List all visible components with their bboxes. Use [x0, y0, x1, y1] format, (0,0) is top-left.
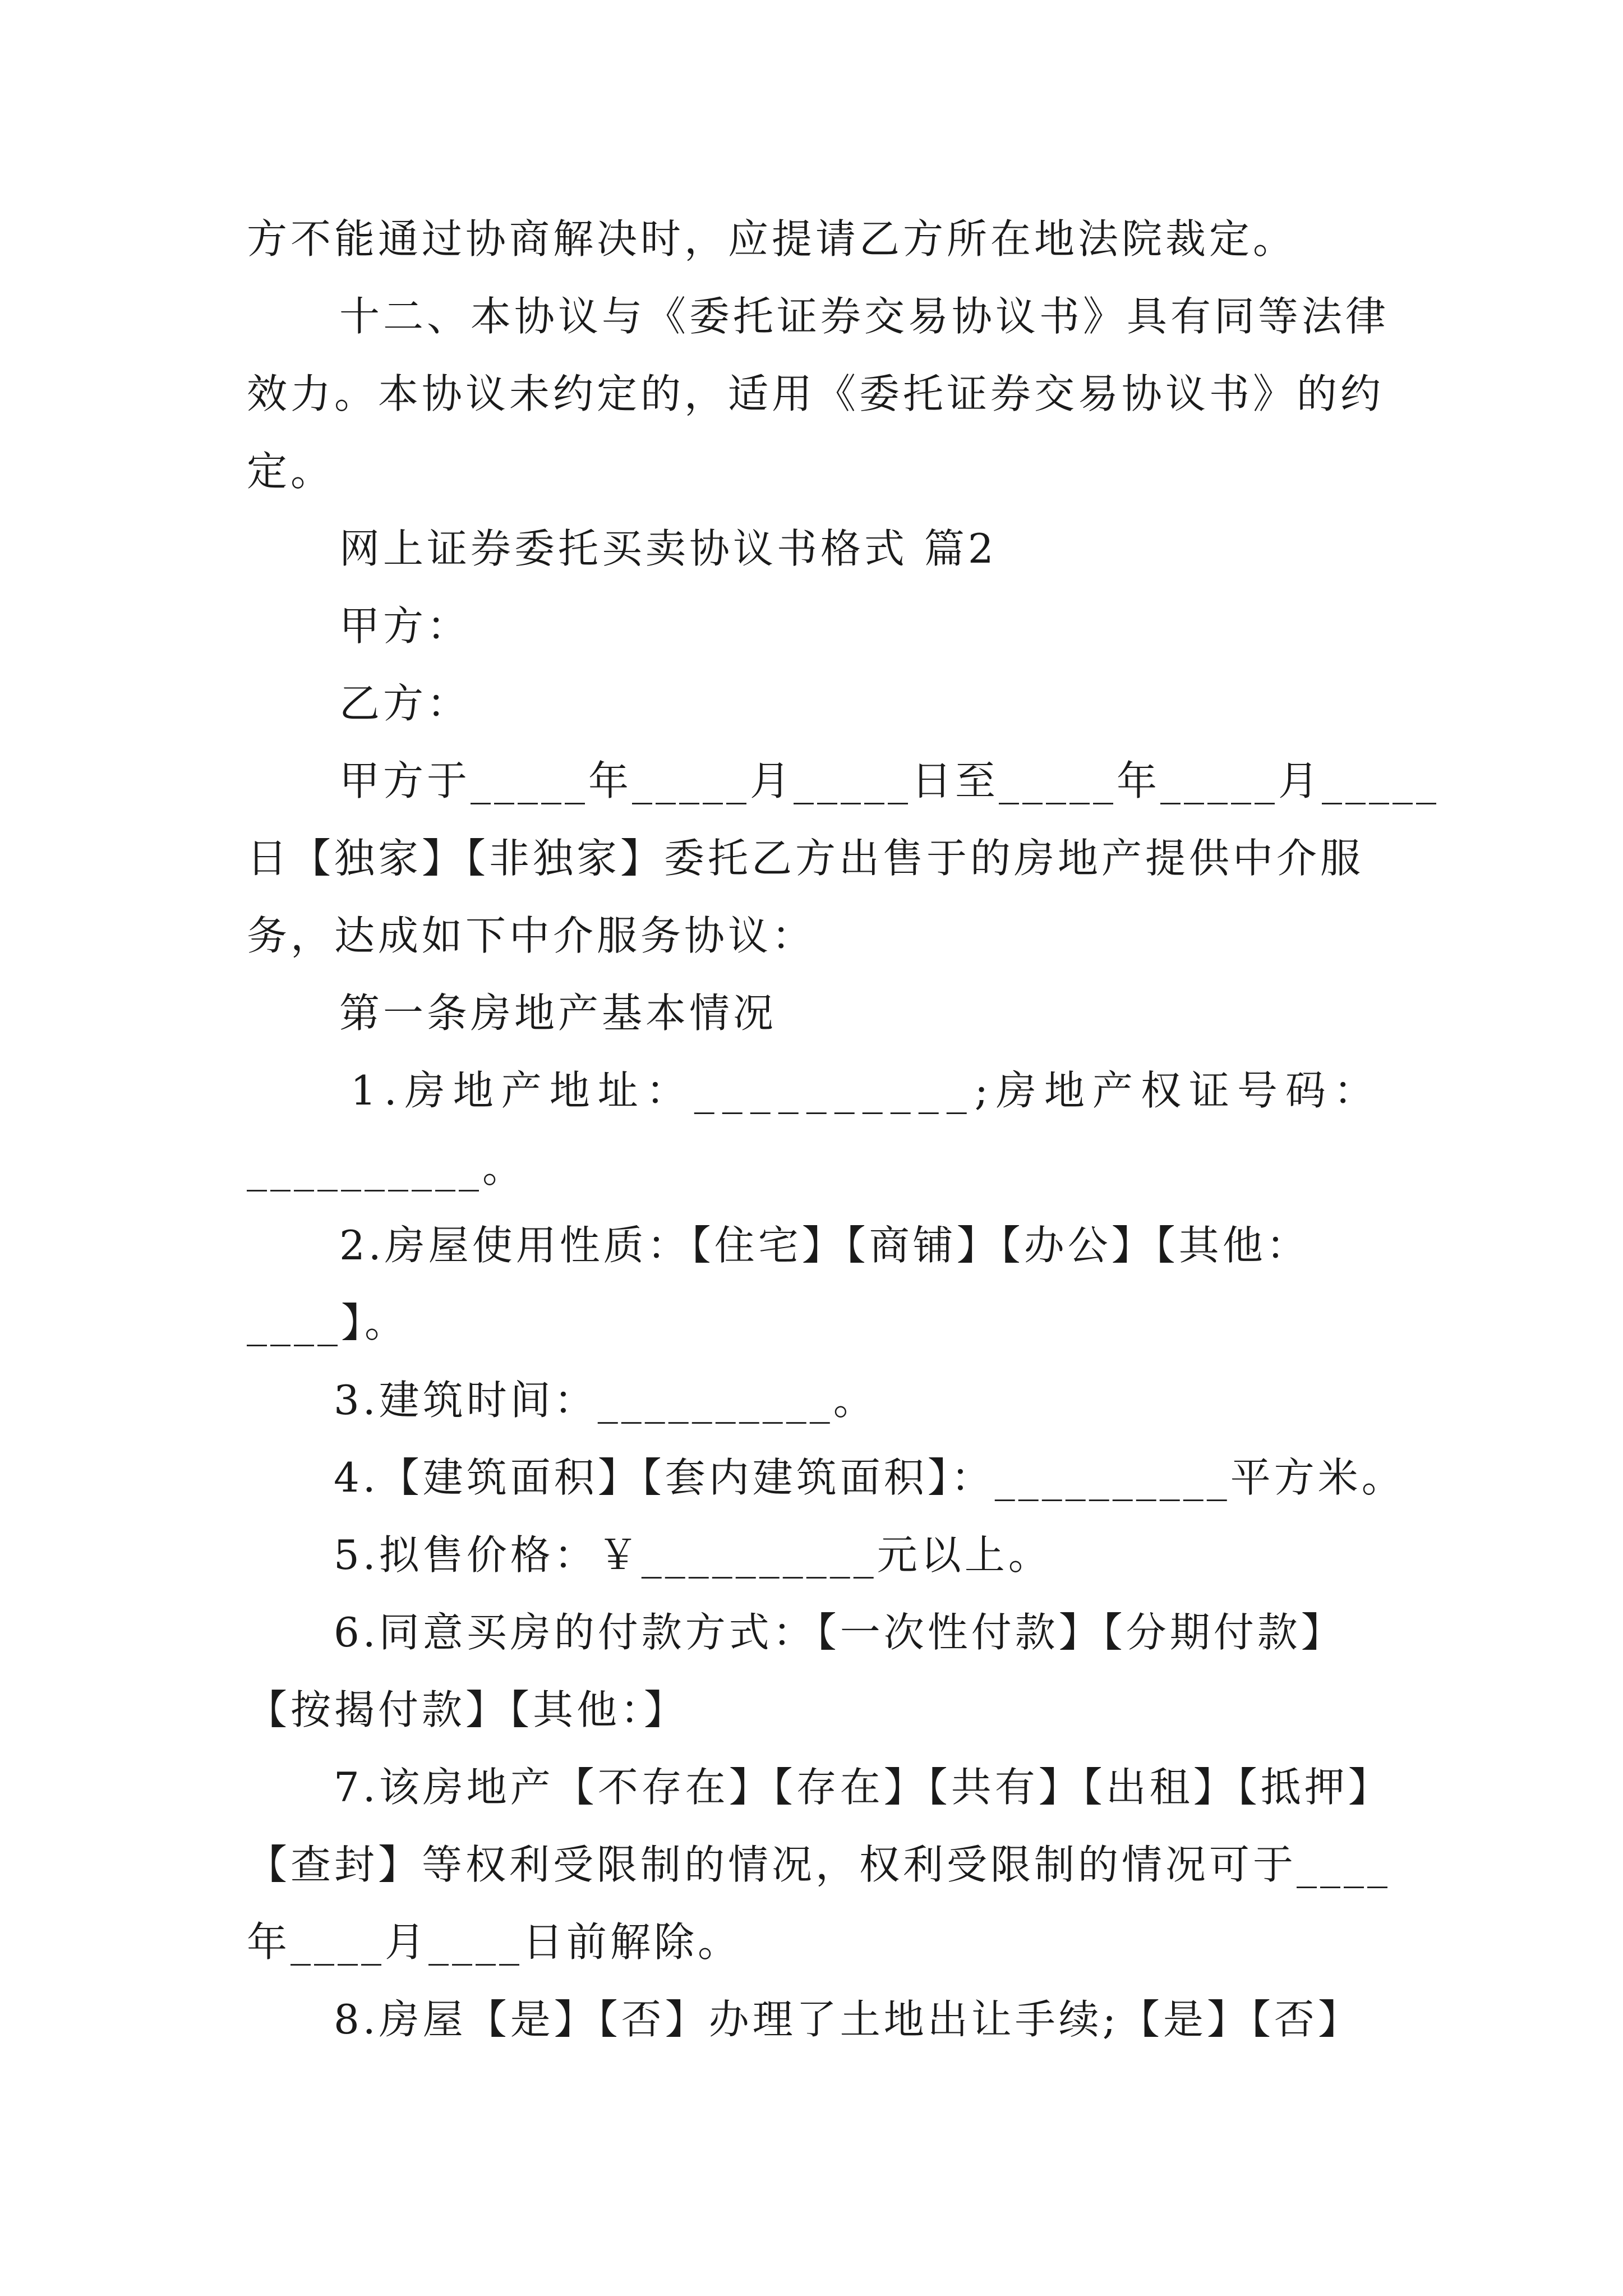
party-b-line: 乙方：: [339, 680, 471, 727]
item-3-line: 3.建筑时间：__________。: [334, 1377, 877, 1424]
section-title: 网上证券委托买卖协议书格式 篇2: [339, 525, 997, 572]
text-line: 日【独家】【非独家】委托乙方出售于的房地产提供中介服: [247, 835, 1364, 882]
item-1-line: 1.房地产地址：__________;房地产权证号码：: [351, 1067, 1382, 1114]
party-a-line: 甲方：: [339, 602, 471, 650]
date-range-line: 甲方于_____年_____月_____日至_____年_____月_____: [339, 757, 1440, 804]
text-line: 年____月____日前解除。: [247, 1918, 742, 1966]
text-line: 效力。本协议未约定的，适用《委托证券交易协议书》的约: [247, 370, 1385, 417]
item-4-line: 4.【建筑面积】【套内建筑面积】：__________平方米。: [334, 1454, 1405, 1501]
text-line: 【查封】等权利受限制的情况，权利受限制的情况可于____: [247, 1841, 1391, 1888]
text-line: 务，达成如下中介服务协议：: [247, 912, 816, 959]
text-line: __________。: [247, 1144, 527, 1191]
item-7-line: 7.该房地产【不存在】【存在】【共有】【出租】【抵押】: [334, 1764, 1392, 1811]
text-line: 方不能通过协商解决时，应提请乙方所在地法院裁定。: [247, 215, 1297, 263]
item-6-line: 6.同意买房的付款方式：【一次性付款】【分期付款】: [334, 1609, 1345, 1656]
text-line: 【按揭付款】【其他：】: [247, 1686, 688, 1733]
article-1-heading: 第一条房地产基本情况: [339, 990, 777, 1037]
text-line: 定。: [247, 448, 335, 495]
item-2-line: 2.房屋使用性质：【住宅】【商铺】【办公】【其他：: [339, 1222, 1310, 1269]
clause-12-line: 十二、本协议与《委托证券交易协议书》具有同等法律: [339, 293, 1390, 340]
item-5-line: 5.拟售价格：￥__________元以上。: [334, 1531, 1052, 1579]
text-line: ____】。: [247, 1299, 409, 1346]
item-8-line: 8.房屋【是】【否】办理了土地出让手续;【是】【否】: [334, 1996, 1362, 2043]
